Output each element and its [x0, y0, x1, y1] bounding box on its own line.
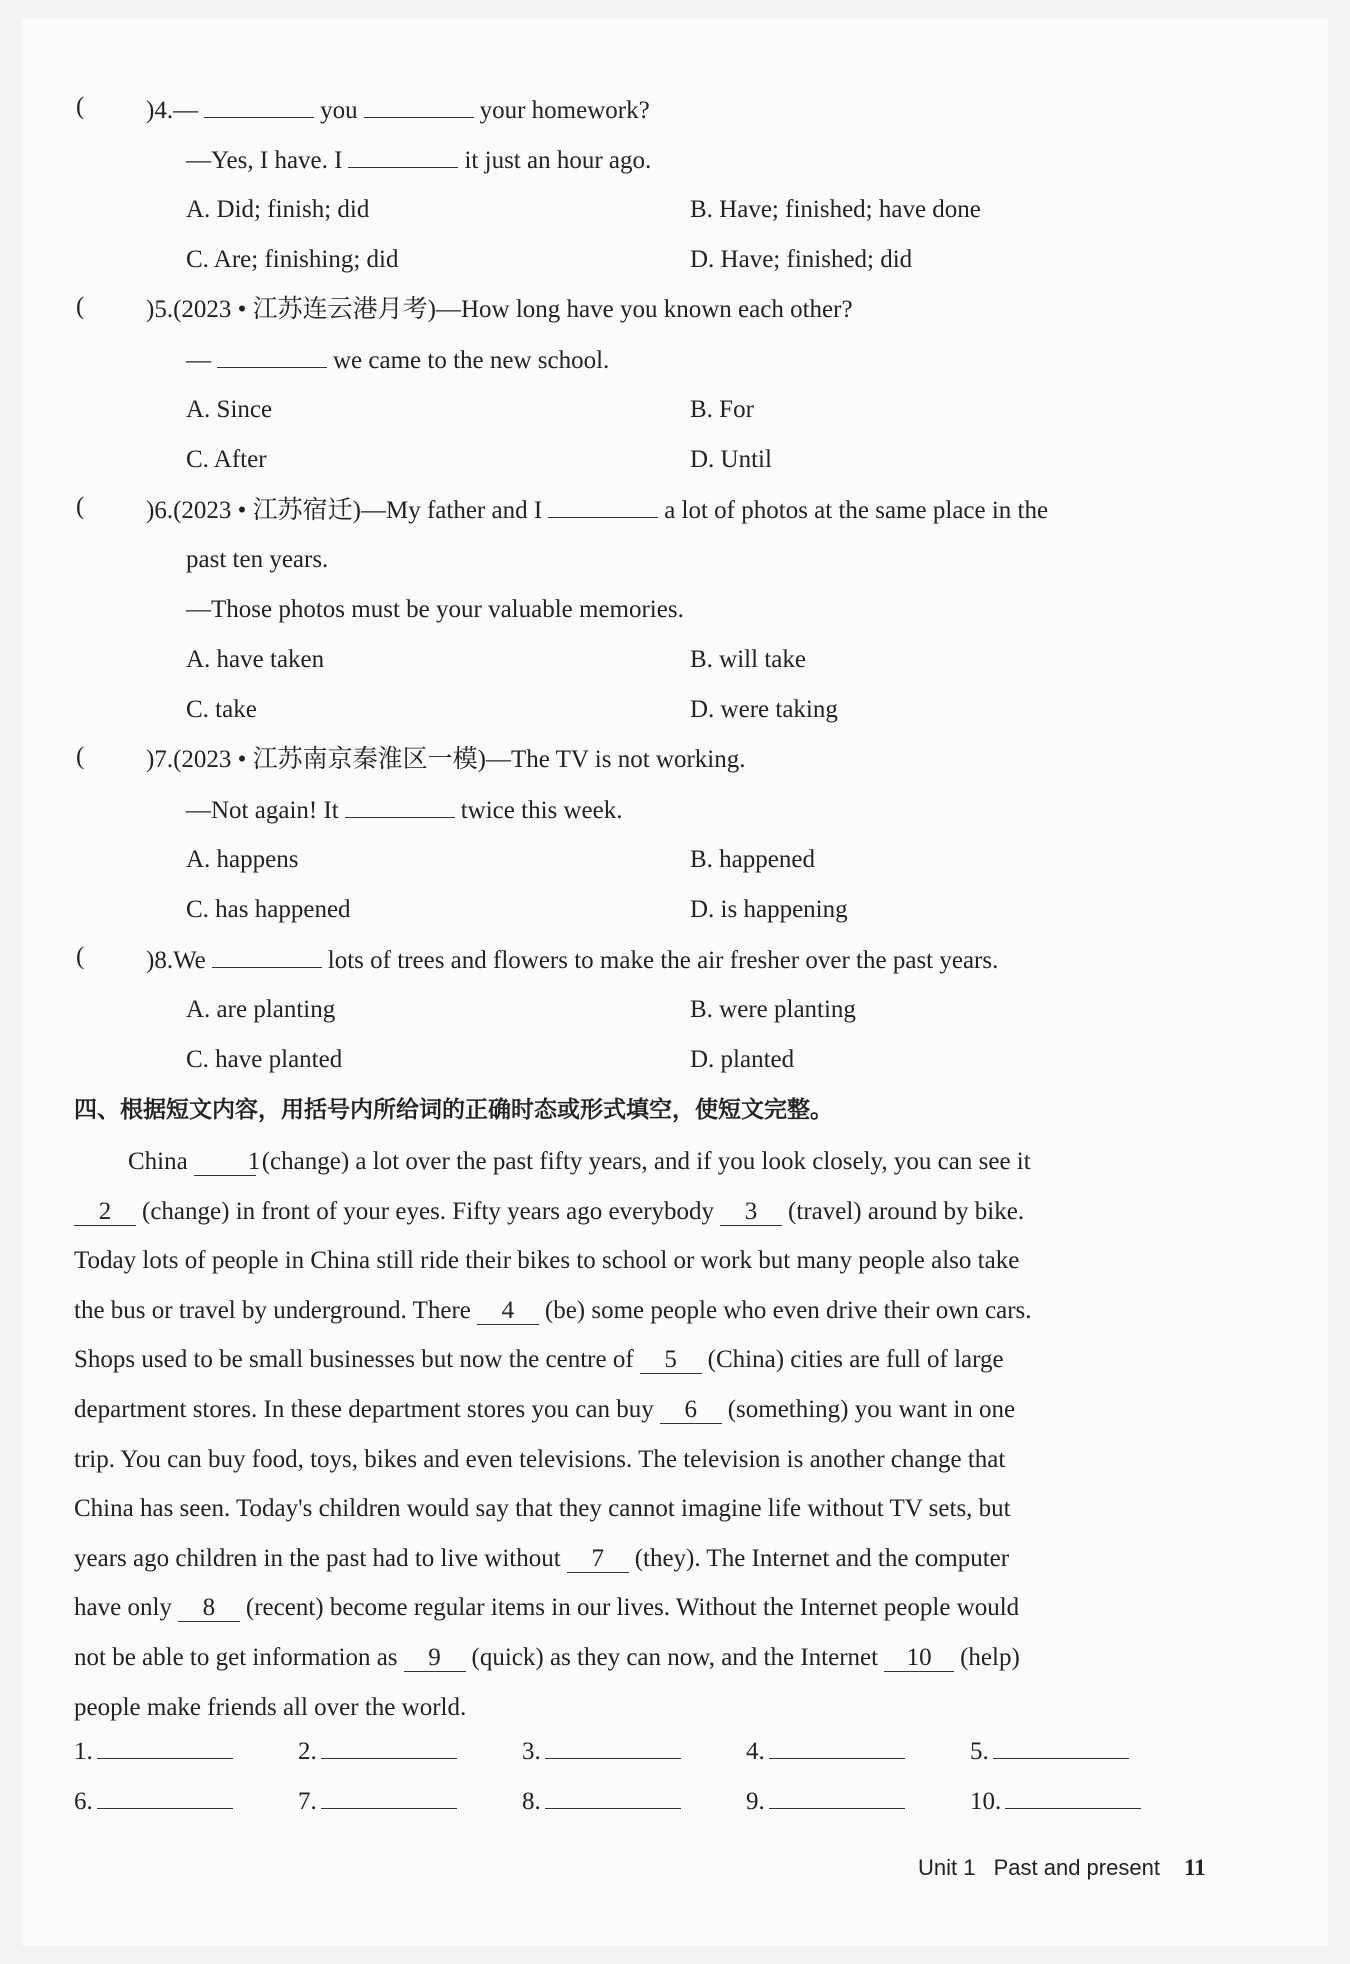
passage-line: department stores. In these department stores you can buy 6 (something) you want in one	[74, 1395, 1016, 1423]
answer-line-8[interactable]: 8.	[522, 1786, 681, 1816]
numbered-blank[interactable]: 10	[884, 1645, 954, 1672]
question-7: )7.(2023 • 江苏南京秦淮区一模)—The TV is not working.	[146, 746, 746, 773]
answer-line-10[interactable]: 10.	[970, 1786, 1141, 1816]
answer-bracket[interactable]: (	[76, 743, 85, 770]
option-c[interactable]: C. Are; finishing; did	[186, 246, 399, 273]
passage-line: the bus or travel by underground. There 4 (be) some people who even drive their own cars.	[74, 1296, 1032, 1324]
option-b[interactable]: B. will take	[690, 646, 806, 673]
answer-line-1[interactable]: 1.	[74, 1736, 233, 1766]
answer-line-3[interactable]: 3.	[522, 1736, 681, 1766]
option-d[interactable]: D. were taking	[690, 696, 838, 723]
answer-line-2[interactable]: 2.	[298, 1736, 457, 1766]
numbered-blank[interactable]: 3	[720, 1199, 782, 1226]
option-a[interactable]: A. Since	[186, 396, 273, 423]
question-6-reply: —Those photos must be your valuable memories.	[186, 596, 684, 623]
question-8: )8.We lots of trees and flowers to make the air fresher over the past years.	[146, 943, 998, 978]
fill-blank[interactable]	[348, 143, 458, 168]
numbered-blank[interactable]: 4	[477, 1298, 539, 1325]
answer-blank[interactable]	[769, 1736, 905, 1759]
option-b[interactable]: B. Have; finished; have done	[690, 196, 981, 223]
passage-line: trip. You can buy food, toys, bikes and even televisions. The television is another change that	[74, 1445, 1006, 1473]
option-b[interactable]: B. For	[690, 396, 754, 423]
option-c[interactable]: C. has happened	[186, 896, 351, 923]
question-4: )4.— you your homework?	[146, 93, 650, 128]
option-a[interactable]: A. have taken	[186, 646, 325, 673]
passage	[74, 1137, 1228, 1732]
fill-blank[interactable]	[364, 93, 474, 118]
answer-blank[interactable]	[545, 1786, 681, 1809]
passage-line: have only 8 (recent) become regular items in our lives. Without the Internet people would	[74, 1594, 1020, 1622]
fill-blank[interactable]	[548, 493, 658, 518]
answer-bracket[interactable]: (	[76, 93, 85, 120]
passage-line: years ago children in the past had to live without 7 (they). The Internet and the computer	[74, 1544, 1010, 1572]
answer-bracket[interactable]: (	[76, 493, 85, 520]
answer-bracket[interactable]: (	[76, 943, 85, 970]
option-d[interactable]: D. Until	[690, 446, 772, 473]
answer-blank[interactable]	[97, 1786, 233, 1809]
numbered-blank[interactable]: 5	[640, 1347, 702, 1374]
question-5-reply: — we came to the new school.	[186, 343, 609, 378]
answer-line-4[interactable]: 4.	[746, 1736, 905, 1766]
question-6-cont: past ten years.	[186, 546, 329, 573]
answer-line-5[interactable]: 5.	[970, 1736, 1129, 1766]
option-d[interactable]: D. planted	[690, 1046, 795, 1073]
answer-blank[interactable]	[993, 1736, 1129, 1759]
fill-blank[interactable]	[212, 943, 322, 968]
question-4-reply: —Yes, I have. I it just an hour ago.	[186, 143, 651, 178]
passage-line: people make friends all over the world.	[74, 1693, 467, 1721]
passage-line: Shops used to be small businesses but now the centre of 5 (China) cities are full of large	[74, 1346, 1004, 1374]
option-a[interactable]: A. are planting	[186, 996, 336, 1023]
option-a[interactable]: A. Did; finish; did	[186, 196, 370, 223]
question-5: )5.(2023 • 江苏连云港月考)—How long have you known each other?	[146, 296, 853, 323]
question-6: )6.(2023 • 江苏宿迁)—My father and I a lot of photos at the same place in the	[146, 493, 1048, 528]
numbered-blank[interactable]: 6	[660, 1397, 722, 1424]
passage-line: not be able to get information as 9 (quick) as they can now, and the Internet 10 (help)	[74, 1643, 1020, 1671]
section-heading: 四、根据短文内容，用括号内所给词的正确时态或形式填空，使短文完整。	[74, 1097, 833, 1123]
fill-blank[interactable]	[345, 793, 455, 818]
answer-line-6[interactable]: 6.	[74, 1786, 233, 1816]
unit-title: Past and present	[993, 1855, 1160, 1880]
passage-line: China has seen. Today's children would say that they cannot imagine life without TV sets, but	[74, 1495, 1011, 1523]
numbered-blank[interactable]: 8	[178, 1595, 240, 1622]
answer-line-9[interactable]: 9.	[746, 1786, 905, 1816]
option-c[interactable]: C. After	[186, 446, 267, 473]
answer-line-7[interactable]: 7.	[298, 1786, 457, 1816]
fill-blank[interactable]	[204, 93, 314, 118]
numbered-blank[interactable]: 1	[194, 1149, 256, 1176]
option-d[interactable]: D. is happening	[690, 896, 848, 923]
page-number: 11	[1184, 1855, 1206, 1880]
passage-line: China 1(change) a lot over the past fifty years, and if you look closely, you can see it	[128, 1148, 1031, 1175]
option-b[interactable]: B. happened	[690, 846, 815, 873]
numbered-blank[interactable]: 2	[74, 1199, 136, 1226]
page-footer	[918, 1855, 1206, 1881]
numbered-blank[interactable]: 9	[404, 1645, 466, 1672]
passage-line: Today lots of people in China still ride their bikes to school or work but many people also take	[74, 1247, 1020, 1275]
option-c[interactable]: C. have planted	[186, 1046, 343, 1073]
option-a[interactable]: A. happens	[186, 846, 299, 873]
answer-blank[interactable]	[1005, 1786, 1141, 1809]
answer-blank[interactable]	[769, 1786, 905, 1809]
answer-blank[interactable]	[321, 1786, 457, 1809]
numbered-blank[interactable]: 7	[567, 1546, 629, 1573]
option-b[interactable]: B. were planting	[690, 996, 856, 1023]
question-7-reply: —Not again! It twice this week.	[186, 793, 623, 828]
unit-label: Unit 1	[918, 1855, 976, 1880]
answer-bracket[interactable]: (	[76, 293, 85, 320]
passage-line: 2 (change) in front of your eyes. Fifty years ago everybody 3 (travel) around by bike.	[74, 1187, 1228, 1237]
option-c[interactable]: C. take	[186, 696, 257, 723]
answer-blank[interactable]	[321, 1736, 457, 1759]
option-d[interactable]: D. Have; finished; did	[690, 246, 913, 273]
answer-blank[interactable]	[545, 1736, 681, 1759]
fill-blank[interactable]	[217, 343, 327, 368]
answer-blank[interactable]	[97, 1736, 233, 1759]
